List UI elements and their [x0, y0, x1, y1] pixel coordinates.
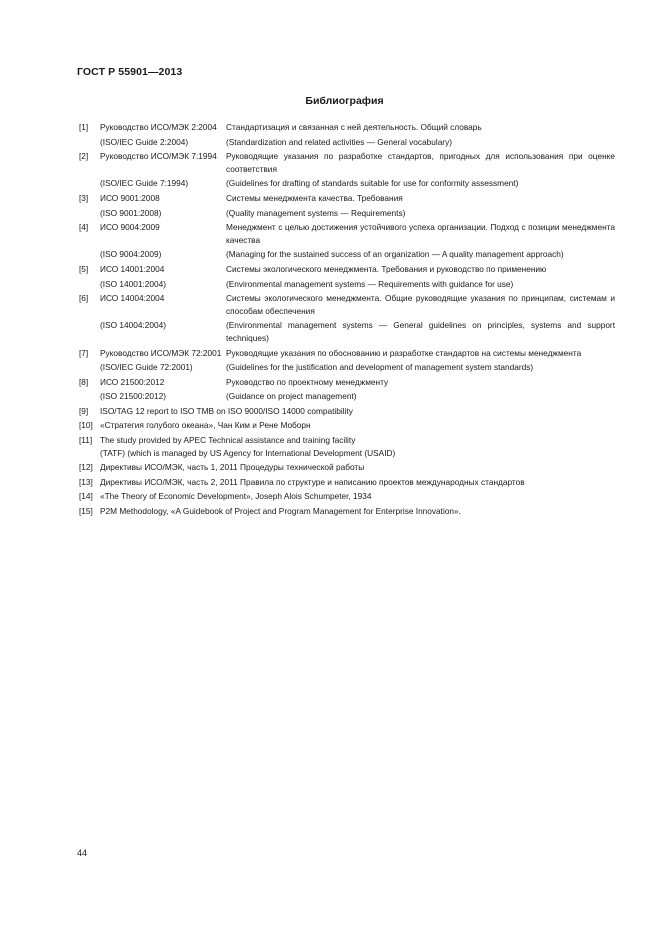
- entry-number: [14]: [79, 491, 93, 502]
- entry-source: ИСО 14001:2004: [100, 263, 165, 274]
- entry-description: Системы экологического менеджмента. Общие руководящие указания по принципам, системам и способам обеспечения: [226, 293, 615, 316]
- entry-source: Руководство ИСО/МЭК 7:1994: [100, 151, 217, 162]
- bibliography-entry: [79, 419, 615, 432]
- entry-description: Системы экологического менеджмента. Требования и руководство по применению: [226, 263, 547, 274]
- bibliography-entry: [79, 505, 615, 518]
- bibliography-entry: [79, 461, 615, 474]
- bibliography-entry: [79, 405, 615, 418]
- entry-number: [4]: [79, 222, 89, 233]
- bibliography-entry: [79, 490, 615, 503]
- entry-number: [9]: [79, 405, 89, 416]
- entry-number: [1]: [79, 122, 89, 132]
- entry-description-en: (Environmental management systems — Requirements with guidance for use): [226, 278, 514, 289]
- entry-description-en: (Quality management systems — Requirements): [226, 207, 406, 218]
- entry-source-en: (ISO 9004:2009): [100, 249, 162, 260]
- entry-source-en: (ISO/IEC Guide 2:2004): [100, 136, 189, 147]
- page-title: Библиография: [305, 95, 384, 107]
- entry-description-en: (Guidance on project management): [226, 391, 357, 402]
- entry-text: «Стратегия голубого океана», Чан Ким и Рене Моборн: [100, 420, 311, 431]
- entry-source-en: (ISO 9001:2008): [100, 207, 162, 218]
- entry-description: Менеджмент с целью достижения устойчивого успеха организации. Подход с позиции менеджмента качества: [226, 222, 615, 245]
- entry-source-en: (ISO 21500:2012): [100, 391, 166, 402]
- entry-number: [6]: [79, 293, 89, 304]
- entry-source: Руководство ИСО/МЭК 2:2004: [100, 122, 217, 132]
- entry-number: [15]: [79, 506, 93, 517]
- entry-description: Стандартизация и связанная с ней деятельность. Общий словарь: [226, 122, 482, 132]
- entry-description-en: (Guidelines for drafting of standards suitable for use for conformity assessment): [226, 178, 519, 189]
- entry-text-continued: (TATF) (which is managed by US Agency for International Development (USAID): [100, 447, 396, 458]
- bibliography-entry: [79, 150, 615, 190]
- entry-source: ИСО 21500:2012: [100, 376, 165, 387]
- entry-number: [2]: [79, 151, 89, 162]
- entry-description: Руководящие указания по обоснованию и разработке стандартов на системы менеджмента: [226, 347, 582, 358]
- entry-number: [12]: [79, 462, 93, 473]
- entry-description-en: (Managing for the sustained success of an organization — A quality management approach): [226, 249, 564, 260]
- entry-source: ИСО 9001:2008: [100, 192, 160, 203]
- bibliography-entry: [79, 263, 615, 290]
- page-number: 44: [77, 848, 88, 858]
- bibliography-entry: [79, 121, 615, 148]
- bibliography-entry: [79, 347, 615, 374]
- entry-description: Системы менеджмента качества. Требования: [226, 192, 403, 203]
- bibliography-entry: [79, 434, 615, 459]
- entry-number: [13]: [79, 476, 93, 487]
- entry-text: Директивы ИСО/МЭК, часть 1, 2011 Процедуры технической работы: [100, 462, 365, 473]
- entry-description-en: (Environmental management systems — General guidelines on principles, systems and support techniques): [226, 320, 615, 343]
- entry-number: [5]: [79, 263, 89, 274]
- entry-number: [10]: [79, 420, 93, 431]
- entry-source-en: (ISO/IEC Guide 7:1994): [100, 178, 189, 189]
- bibliography-entry: [79, 221, 615, 261]
- entry-text: P2M Methodology, «A Guidebook of Project and Program Management for Enterprise Innovation».: [100, 506, 461, 517]
- entry-text: ISO/TAG 12 report to ISO TMB on ISO 9000/ISO 14000 compatibility: [100, 405, 353, 416]
- entry-text: The study provided by APEC Technical assistance and training facility: [100, 435, 356, 446]
- bibliography-list: [79, 121, 615, 518]
- document-header: ГОСТ Р 55901—2013: [77, 66, 183, 78]
- bibliography-entry: [79, 192, 615, 219]
- entry-source-en: (ISO 14001:2004): [100, 278, 166, 289]
- entry-number: [7]: [79, 347, 89, 358]
- entry-source: ИСО 9004:2009: [100, 222, 160, 233]
- entry-source-en: (ISO/IEC Guide 72:2001): [100, 362, 193, 373]
- entry-description-en: (Guidelines for the justification and development of management system standards): [226, 362, 534, 373]
- entry-source: ИСО 14004:2004: [100, 293, 165, 304]
- entry-number: [3]: [79, 192, 89, 203]
- entry-source-en: (ISO 14004:2004): [100, 320, 166, 331]
- bibliography-entry: [79, 476, 615, 489]
- entry-description: Руководящие указания по разработке стандартов, пригодных для использования при оценке соответствия: [226, 151, 615, 174]
- entry-number: [11]: [79, 435, 93, 446]
- bibliography-entry: [79, 292, 615, 344]
- entry-text: «The Theory of Economic Development», Joseph Alois Schumpeter, 1934: [100, 491, 372, 502]
- entry-description-en: (Standardization and related activities — General vocabulary): [226, 136, 452, 147]
- entry-number: [8]: [79, 376, 89, 387]
- entry-text: Директивы ИСО/МЭК, часть 2, 2011 Правила по структуре и написанию проектов международных стандартов: [100, 476, 525, 487]
- entry-source: Руководство ИСО/МЭК 72:2001: [100, 347, 222, 358]
- entry-description: Руководство по проектному менеджменту: [226, 376, 389, 387]
- bibliography-entry: [79, 376, 615, 403]
